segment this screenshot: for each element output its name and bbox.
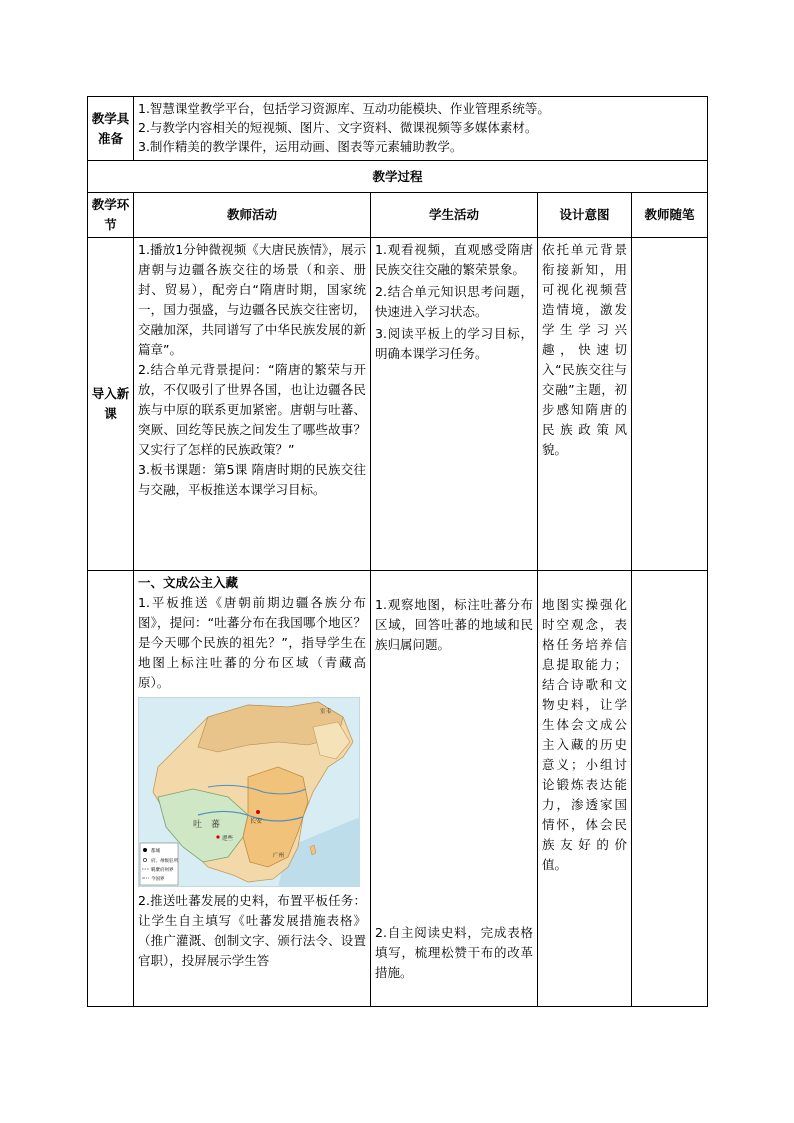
intro-teacher-item: 1.播放1分钟微视频《大唐民族情》，展示唐朝与边疆各族交往的场景（和亲、册封、贸易），配旁白“隋唐时期，国家统一，国力强盛，与边疆各民族交往密切，交融加深，共同谱写了中华民族发展的新篇章”。 [138, 242, 366, 357]
prep-row [88, 97, 708, 161]
map-image [138, 697, 360, 887]
section1-student-cell [371, 571, 538, 1007]
map-label-luoxie: 逻些 [222, 836, 234, 842]
process-title-row [88, 161, 708, 193]
legend-text: 府、州级驻所 [151, 859, 178, 864]
section1-teacher-cell [134, 571, 371, 1007]
section1-teacher-item: 1.平板推送《唐朝前期边疆各族分布图》，提问：“吐蕃分布在我国哪个地区？是今天哪个民族的祖先？”，指导学生在地图上标注吐蕃的分布区域（青藏高原）。 [138, 595, 366, 690]
section1-title: 一、文成公主入藏 [138, 575, 239, 590]
intro-student-item: 1.观看视频，直观感受隋唐民族交往交融的繁荣景象。 [375, 242, 533, 277]
prep-label: 教学具准备 [88, 97, 134, 161]
luoxie-marker-icon [216, 835, 219, 838]
intro-teacher-cell [134, 238, 371, 571]
prep-line: 3.制作精美的教学课件，运用动画、图表等元素辅助教学。 [138, 139, 463, 154]
intro-student-item: 3.阅读平板上的学习目标，明确本课学习任务。 [375, 326, 533, 361]
legend-text: 都城 [151, 849, 160, 854]
tang-frontier-map [138, 697, 360, 887]
legend-text: 羁縻府州界 [151, 868, 174, 873]
intro-student-cell [371, 238, 538, 571]
section1-notes-cell [632, 571, 708, 1007]
changan-marker-icon [256, 810, 260, 814]
header-design: 设计意图 [538, 193, 632, 238]
map-label-shiwei: 室韦 [320, 709, 332, 715]
map-label-guangzhou: 广州 [273, 853, 285, 859]
header-teacher: 教师活动 [134, 193, 371, 238]
lesson-plan-table [87, 96, 708, 1007]
process-title: 教学过程 [88, 161, 708, 193]
section1-student-item: 2.自主阅读史料，完成表格填写，梳理松赞干布的改革措施。 [375, 925, 533, 980]
intro-label: 导入新课 [88, 238, 134, 571]
section1-design-cell [538, 571, 632, 1007]
map-label-tubo: 吐 蕃 [193, 820, 221, 830]
section1-row [88, 571, 708, 1007]
intro-student-item: 2.结合单元知识思考问题，快速进入学习状态。 [375, 284, 533, 319]
intro-teacher-item: 3.板书课题：第5课 隋唐时期的民族交往与交融，平板推送本课学习目标。 [138, 462, 366, 497]
prep-line: 2.与教学内容相关的短视频、图片、文字资料、微课视频等多媒体素材。 [138, 120, 538, 135]
header-stage: 教学环节 [88, 193, 134, 238]
header-student: 学生活动 [371, 193, 538, 238]
section1-label-cell [88, 571, 134, 1007]
prep-line: 1.智慧课堂教学平台，包括学习资源库、互动功能模块、作业管理系统等。 [138, 101, 550, 116]
section1-teacher-item: 2.推送吐蕃发展的史料，布置平板任务：让学生自主填写《吐蕃发展措施表格》（推广灌溉、创制文字、颁行法令、设置官职），投屏展示学生答 [138, 893, 366, 968]
legend-text: 今国界 [151, 877, 165, 882]
section1-student-item: 1.观察地图，标注吐蕃分布区域，回答吐蕃的地域和民族归属问题。 [375, 597, 533, 652]
intro-notes-cell [632, 238, 708, 571]
intro-row [88, 238, 708, 571]
header-row [88, 193, 708, 238]
section1-design: 地图实操强化时空观念，表格任务培养信息提取能力；结合诗歌和文物史料，让学生体会文成公主入藏的历史意义；小组讨论锻炼表达能力，渗透家国情怀，体会民族友好的价值。 [542, 597, 627, 872]
intro-design: 依托单元背景衔接新知，用可视化视频营造情境，激发学生学习兴趣，快速切入“民族交往与交融”主题，初步感知隋唐的民族政策风貌。 [542, 242, 627, 457]
header-notes: 教师随笔 [632, 193, 708, 238]
map-label-changan: 长安 [250, 818, 263, 825]
legend-capital-icon [143, 848, 147, 852]
prep-content [134, 97, 708, 161]
intro-teacher-item: 2.结合单元背景提问：“隋唐的繁荣与开放，不仅吸引了世界各国，也让边疆各民族与中原的联系更加紧密。唐朝与吐蕃、突厥、回纥等民族之间发生了哪些故事？又实行了怎样的民族政策？” [138, 362, 366, 457]
intro-design-cell [538, 238, 632, 571]
